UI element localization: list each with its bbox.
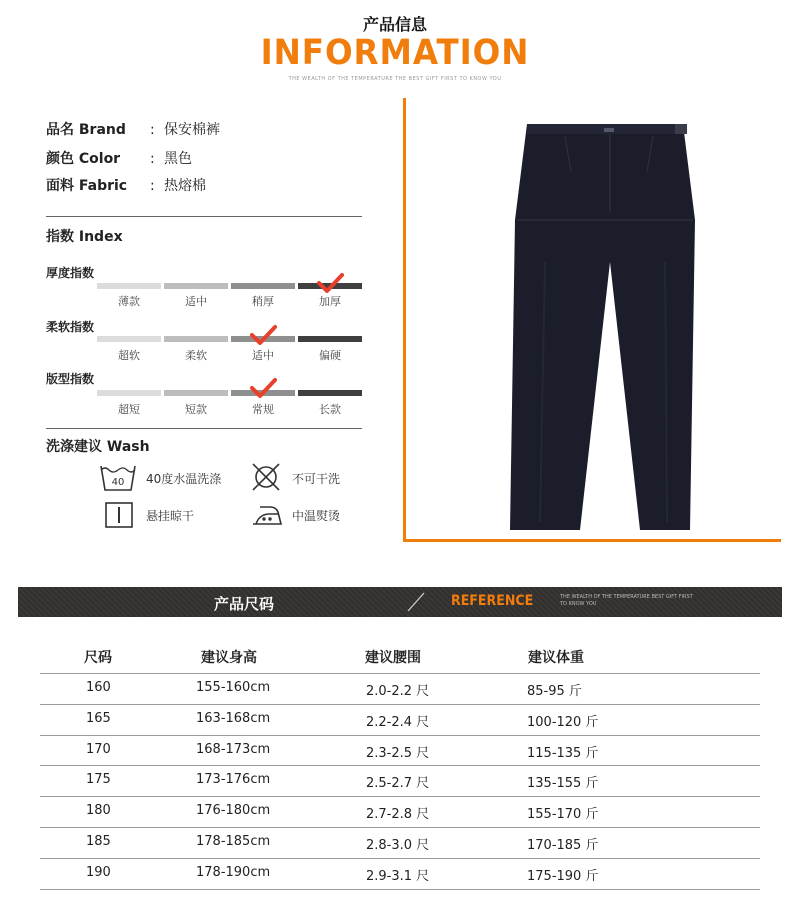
scale-label: 长款 (319, 403, 341, 416)
scale-label: 短款 (185, 403, 207, 416)
wash-badge: 40 (111, 477, 125, 488)
frame-horizontal-line (403, 539, 781, 542)
table-cell: 180 (86, 803, 111, 819)
info-label: 颜色 Color (46, 151, 121, 167)
scale-bar (298, 336, 362, 342)
table-cell: 100-120 斤 (527, 714, 599, 730)
info-value: 黑色 (164, 151, 192, 167)
table-row-divider (40, 704, 760, 705)
index-scale-bars (97, 336, 363, 344)
index-scale-labels (97, 401, 363, 415)
info-value: 保安棉裤 (164, 122, 220, 138)
table-cell: 2.8-3.0 尺 (366, 838, 430, 853)
table-cell: 2.5-2.7 尺 (366, 776, 430, 792)
table-cell: 85-95 斤 (527, 684, 582, 699)
table-cell: 190 (86, 864, 111, 880)
table-cell: 2.0-2.2 尺 (366, 684, 430, 699)
wash-text: 不可干洗 (292, 472, 341, 486)
scale-bar (298, 390, 362, 396)
index-scale-labels (97, 347, 363, 361)
table-row-divider (40, 889, 760, 890)
table-cell: 178-185cm (196, 834, 271, 849)
scale-label: 适中 (252, 349, 274, 362)
table-cell: 163-168cm (196, 710, 271, 726)
table-cell: 175-190 斤 (527, 868, 599, 884)
table-cell: 178-190cm (196, 864, 271, 880)
check-mark-icon (316, 272, 344, 294)
index-group-title: 柔软指数 (46, 320, 95, 334)
iron-medium-icon (250, 501, 284, 529)
table-cell: 165 (86, 710, 111, 726)
table-row-divider (40, 735, 760, 736)
table-cell: 2.7-2.8 尺 (366, 807, 430, 823)
banner-reference: REFERENCE (451, 593, 534, 609)
table-cell: 135-155 斤 (527, 776, 599, 792)
wash-text: 悬挂晾干 (146, 509, 195, 523)
table-header-height: 建议身高 (201, 650, 257, 666)
scale-bar (97, 283, 161, 289)
wash-text: 40度水温洗涤 (146, 472, 222, 486)
table-header-weight: 建议体重 (528, 650, 584, 666)
wash-text: 中温熨烫 (292, 509, 341, 523)
info-label: 面料 Fabric (46, 178, 128, 194)
banner-subtitle: THE WEALTH OF THE TEMPERATURE BEST GIFT FIRST TO KNOW YOU (560, 594, 693, 607)
banner-slash (406, 591, 426, 613)
index-scale-labels (97, 293, 363, 307)
scale-label: 常规 (252, 403, 274, 416)
header-subtitle: THE WEALTH OF THE TEMPERATURE THE BEST GIFT FIRST TO KNOW YOU (288, 76, 502, 82)
table-cell: 2.3-2.5 尺 (366, 745, 430, 761)
table-row-divider (40, 673, 760, 674)
header-title-en: INFORMATION (260, 33, 530, 73)
table-header-size: 尺码 (84, 650, 112, 666)
size-banner (18, 587, 782, 617)
info-row-brand (46, 119, 220, 139)
scale-label: 超软 (118, 349, 140, 362)
hang-dry-icon (104, 501, 134, 529)
info-colon: : (150, 122, 155, 138)
info-value: 热熔棉 (164, 178, 206, 194)
scale-label: 薄款 (118, 295, 140, 308)
index-group-title: 厚度指数 (46, 266, 95, 280)
scale-bar (231, 283, 295, 289)
table-cell: 155-170 斤 (527, 807, 599, 823)
scale-bar (97, 390, 161, 396)
table-header-waist: 建议腰围 (365, 650, 421, 666)
table-cell: 155-160cm (196, 680, 271, 695)
scale-bar (164, 283, 228, 289)
scale-label: 适中 (185, 295, 207, 308)
info-colon: : (150, 151, 155, 167)
scale-bar (164, 336, 228, 342)
wash-40-icon (99, 463, 137, 493)
table-cell: 170-185 斤 (527, 838, 599, 853)
scale-label: 偏硬 (319, 349, 341, 362)
check-mark-icon (249, 324, 277, 346)
table-cell: 168-173cm (196, 741, 271, 757)
table-cell: 185 (86, 834, 111, 849)
frame-vertical-line (403, 98, 406, 542)
table-cell: 115-135 斤 (527, 745, 599, 761)
table-cell: 176-180cm (196, 803, 271, 819)
pants-product-image (505, 112, 715, 532)
check-mark-icon (249, 377, 277, 399)
info-colon: : (150, 178, 155, 194)
banner-title: 产品尺码 (214, 595, 275, 613)
info-row-fabric (46, 175, 206, 195)
index-title: 指数 Index (46, 229, 123, 245)
info-label: 品名 Brand (46, 122, 126, 138)
no-dry-clean-icon (250, 461, 282, 493)
divider (46, 216, 362, 217)
table-row-divider (40, 858, 760, 859)
table-row-divider (40, 765, 760, 766)
table-row-divider (40, 827, 760, 828)
scale-bar (97, 336, 161, 342)
table-cell: 173-176cm (196, 772, 271, 788)
table-cell: 2.2-2.4 尺 (366, 714, 430, 730)
header-title-cn: 产品信息 (362, 15, 427, 34)
table-cell: 2.9-3.1 尺 (366, 868, 430, 884)
wash-title: 洗涤建议 Wash (46, 439, 150, 455)
table-cell: 175 (86, 772, 111, 788)
table-cell: 160 (86, 680, 111, 695)
divider (46, 428, 362, 429)
table-cell: 170 (86, 741, 111, 757)
table-row-divider (40, 796, 760, 797)
info-row-color (46, 148, 192, 168)
scale-label: 超短 (118, 403, 140, 416)
scale-label: 稍厚 (252, 295, 274, 308)
scale-label: 柔软 (185, 349, 207, 362)
index-group-title: 版型指数 (46, 372, 95, 386)
index-scale-bars (97, 390, 363, 398)
scale-bar (164, 390, 228, 396)
scale-label: 加厚 (319, 295, 341, 308)
